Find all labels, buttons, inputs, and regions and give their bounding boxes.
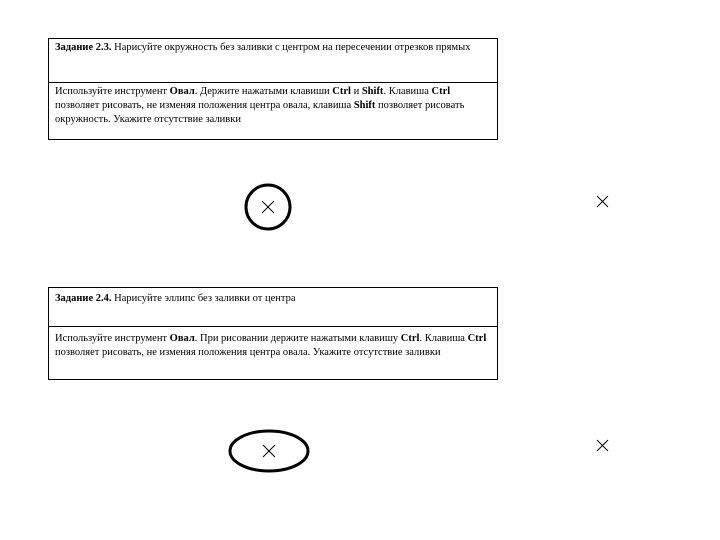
instr-bold: Овал <box>169 86 195 97</box>
ellipse-center-cross <box>263 445 275 457</box>
instr-bold: Овал <box>169 333 195 344</box>
instr-text: . При рисовании держите нажатыми клавишу <box>194 333 401 344</box>
task-2-4-title: Нарисуйте эллипс без заливки от центра <box>111 293 296 304</box>
task-2-4-number: Задание 2.4. <box>55 293 112 304</box>
instr-text: . Клавиша <box>383 86 432 97</box>
instr-text: Используйте инструмент <box>55 333 170 344</box>
circle-example <box>246 185 290 229</box>
instr-bold: Shift <box>361 86 384 97</box>
instr-bold: Ctrl <box>332 86 351 97</box>
instr-text: . Держите нажатыми клавиши <box>194 86 333 97</box>
circle-center-cross <box>262 201 274 213</box>
task-2-3-number: Задание 2.3. <box>55 42 112 53</box>
instr-text: позволяет рисовать окружность. Укажите отсутствие заливки <box>55 100 465 125</box>
cross-marker-2 <box>597 440 608 451</box>
instr-text: Используйте инструмент <box>55 86 170 97</box>
instr-bold: Ctrl <box>467 333 487 344</box>
instr-bold: Ctrl <box>400 333 420 344</box>
ellipse-example <box>230 431 308 471</box>
instr-text: позволяет рисовать, не изменяя положения центра овала. Укажите отсутствие заливки <box>55 347 441 358</box>
instr-bold: Shift <box>353 100 376 111</box>
cross-marker-1 <box>597 196 608 207</box>
instr-bold: Ctrl <box>431 86 451 97</box>
task-2-3-title: Нарисуйте окружность без заливки с центром на пересечении отрезков прямых <box>111 42 471 53</box>
instr-text: позволяет рисовать, не изменяя положения центра овала, клавиша <box>55 100 354 111</box>
instr-text: и <box>350 86 362 97</box>
instr-text: . Клавиша <box>419 333 468 344</box>
